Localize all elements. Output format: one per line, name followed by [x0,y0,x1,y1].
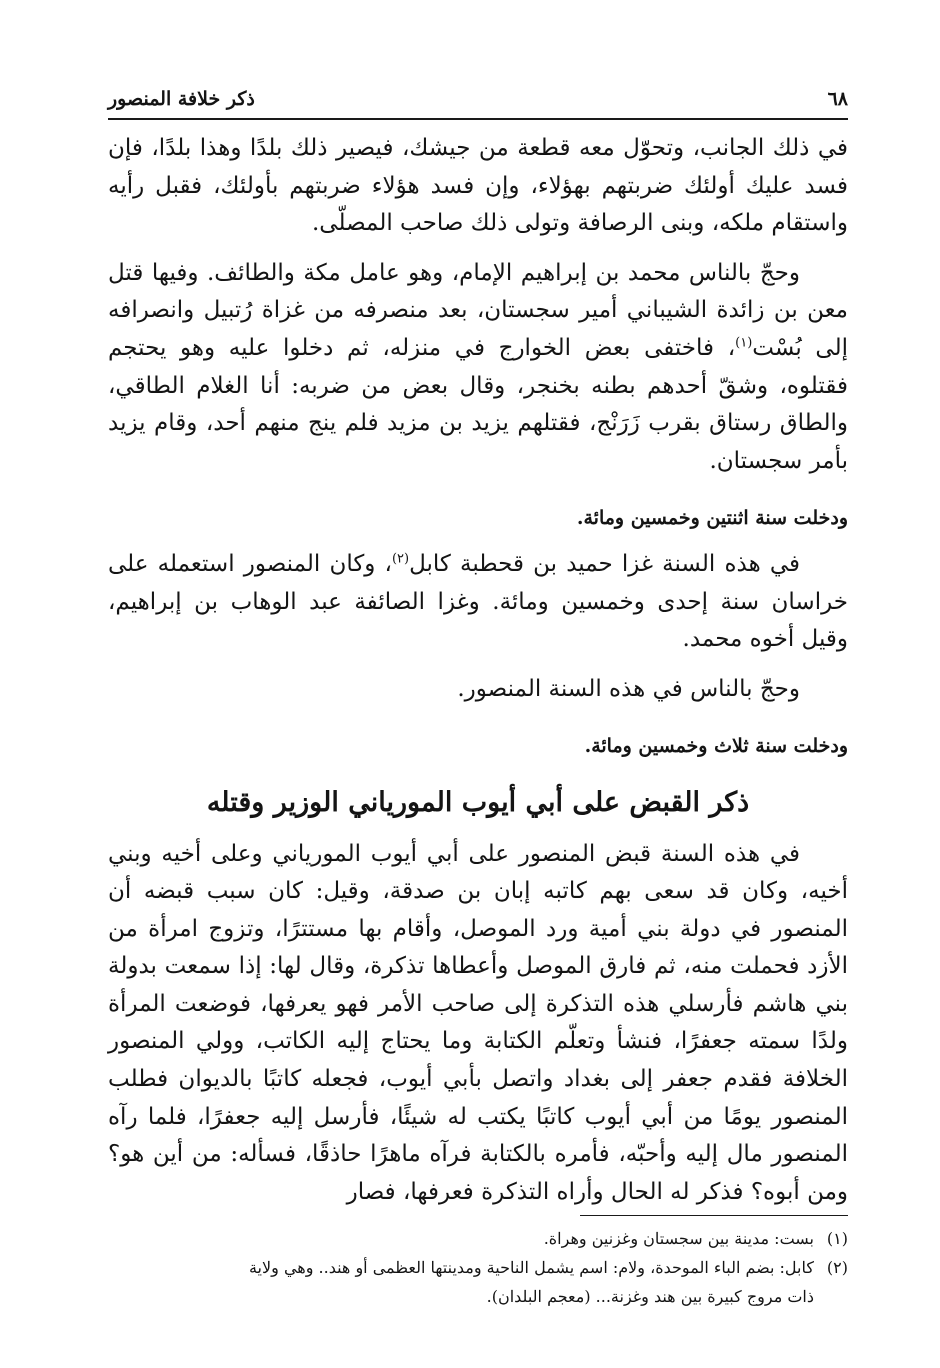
page-number: ٦٨ [827,88,848,110]
footnotes [108,1224,848,1311]
running-title: ذكر خلافة المنصور [108,88,255,110]
footnote-number: (١) [826,1229,848,1248]
body-text [108,130,848,1211]
footnote-2-continuation: ذات مروج كبيرة بين هند وغزنة... (معجم البلدان). [486,1287,814,1306]
paragraph-1: في ذلك الجانب، وتحوّل معه قطعة من جيشك، فيصير ذلك بلدًا وهذا بلدًا، فإن فسد عليك أولئك ضربتهم بهؤلاء، وإن فسد هؤلاء ضربتهم بأولئك، فقبل رأيه واستقام ملكه، وبنى الرصافة وتولى ذلك صاحب المصلّى. [108,135,848,237]
paragraph-2-part-2: ، فاختفى بعض الخوارج في منزله، ثم دخلوا عليه وهو يحتجم فقتلوه، وشقّ أحدهم بطنه بخنجر، وقال بعض من ضربه: أنا الغلام الطاقي، والطاق رستاق بقرب زَرَنْج، فقتلهم يزيد بن مزيد فلم ينج منهم أحد، وقام يزيد بأمر سجستان. [108,334,848,474]
section-heading-year-153: ودخلت سنة ثلاث وخمسين ومائة. [584,735,848,758]
section-heading-year-152: ودخلت سنة اثنتين وخمسين ومائة. [576,507,848,530]
footnote-ref-2: (٢) [391,551,410,567]
paragraph-5: في هذه السنة قبض المنصور على أبي أيوب المورياني وعلى أخيه وبني أخيه، وكان قد سعى بهم كاتبه إبان بن صدقة، وقيل: كان سبب قبضه أن المنصور في دولة بني أمية ورد الموصل، وأقام بها مستترًا، وتزوج امرأة من الأزد فحملت منه، ثم فارق الموصل وأعطاها تذكرة، وقال لها: إذا سمعت بدولة بني هاشم فأرسلي هذه التذكرة إلى صاحب الأمر فهو يعرفها، فوضعت المرأة ولدًا سمته جعفرًا، فنشأ وتعلّم الكتابة وما يحتاج إليه الكاتب، وولي المنصور الخلافة فقدم جعفر إلى بغداد واتصل بأبي أيوب، فجعله كاتبًا بالديوان فطلب المنصور يومًا من أبي أيوب كاتبًا يكتب له شيئًا، فأرسل إليه جعفرًا، فلما رآه المنصور مال إليه وأحبّه، فأمره بالكتابة فرآه ماهرًا حاذقًا، فسأله: من أين هو؟ ومن أبوه؟ فذكر له الحال وأراه التذكرة فعرفها، فصار [108,840,848,1205]
footnote-rule [580,1215,848,1216]
footnote-text: بست: مدينة بين سجستان وغزنين وهراة. [543,1229,814,1248]
paragraph-3-part-2: ، وكان المنصور استعمله على خراسان سنة إحدى وخمسين ومائة. وغزا الصائفة عبد الوهاب بن إبراهيم، وقيل أخوه محمد. [108,550,848,653]
paragraph-3 [108,546,848,659]
header-rule [108,118,848,120]
paragraph-2-part-1: وحجّ بالناس محمد بن إبراهيم الإمام، وهو عامل مكة والطائف. وفيها قتل معن بن زائدة الشيباني أمير سجستان، بعد منصرفه من غزاة رُتبيل وانصرافه إلى بُسْت [108,259,848,361]
footnote-text: كابل: بضم الباء الموحدة، ولام: اسم يشمل الناحية ومدينتها العظمى أو هند.. وهي ولاية [248,1258,814,1277]
footnote-1 [108,1224,848,1253]
page-header [108,82,848,116]
chapter-title: ذكر القبض على أبي أيوب المورياني الوزير وقتله [206,786,750,818]
paragraph-3-part-1: في هذه السنة غزا حميد بن قحطبة كابل [409,550,801,577]
footnote-ref-1: (١) [735,335,753,351]
footnote-number: (٢) [826,1258,848,1277]
footnote-2 [108,1253,848,1282]
paragraph-4: وحجّ بالناس في هذه السنة المنصور. [457,675,800,702]
paragraph-2 [108,255,848,481]
